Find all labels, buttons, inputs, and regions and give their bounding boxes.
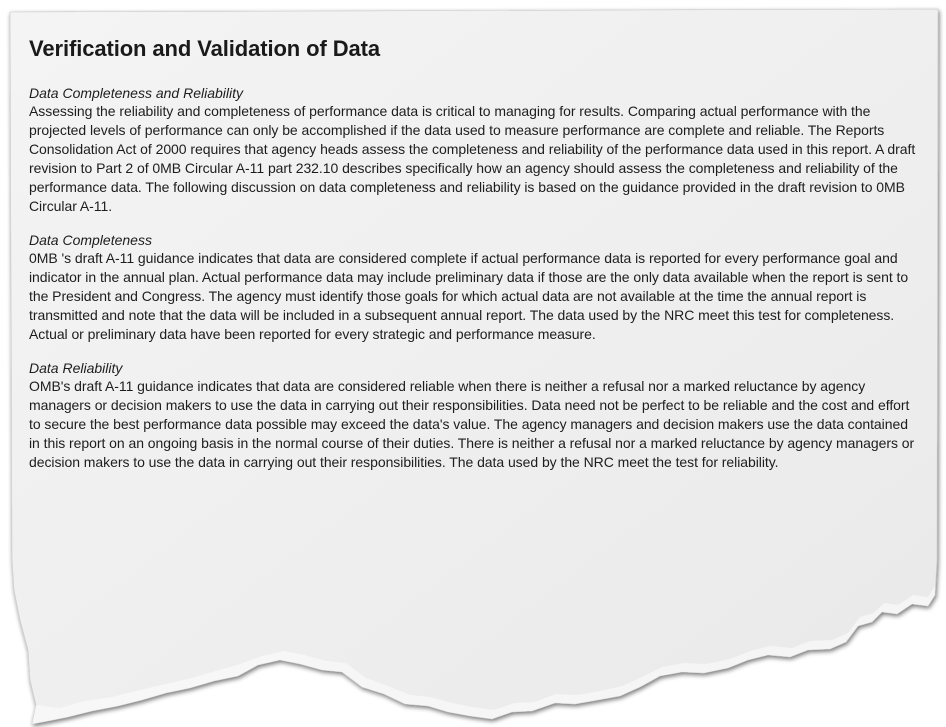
section-heading: Data Completeness: [29, 232, 152, 248]
document-content: [29, 36, 919, 488]
section-heading: Data Completeness and Reliability: [29, 85, 243, 101]
section-heading: Data Reliability: [29, 360, 123, 376]
section-reliability: [29, 360, 919, 472]
section-body: OMB's draft A-11 guidance indicates that data are considered reliable when there is neither a refusal nor a marked reluctance by agency managers or decision makers to use the data in carrying out their responsibilities. Data need not be perfect to be reliable and the cost and effort to secure the best performance data possible may exceed the data's value. The agency managers and decision makers use the data contained in this report on an ongoing basis in the normal course of their duties. There is neither a refusal nor a marked reluctance by agency managers or decision makers to use the data in carrying out their responsibilities. The data used by the NRC meet the test for reliability.: [29, 378, 915, 470]
document-title: Verification and Validation of Data: [29, 36, 381, 61]
section-completeness: [29, 232, 919, 344]
section-body: Assessing the reliability and completeness of performance data is critical to managing for results. Comparing actual performance with the projected levels of performance can only be accomplished if the data used to measure performance are complete and reliable. The Reports Consolidation Act of 2000 requires that agency heads assess the completeness and reliability of the performance data used in this report. A draft revision to Part 2 of 0MB Circular A-11 part 232.10 describes specifically how an agency should assess the completeness and reliability of the performance data. The following discussion on data completeness and reliability is based on the guidance provided in the draft revision to 0MB Circular A-11.: [29, 103, 916, 214]
section-body: 0MB 's draft A-11 guidance indicates that data are considered complete if actual performance data is reported for every performance goal and indicator in the annual plan. Actual performance data may include preliminary data if those are the only data available when the report is sent to the President and Congress. The agency must identify those goals for which actual data are not available at the time the annual report is transmitted and note that the data will be included in a subsequent annual report. The data used by the NRC meet this test for completeness. Actual or preliminary data have been reported for every strategic and performance measure.: [29, 250, 909, 342]
section-completeness-reliability: [29, 85, 919, 216]
